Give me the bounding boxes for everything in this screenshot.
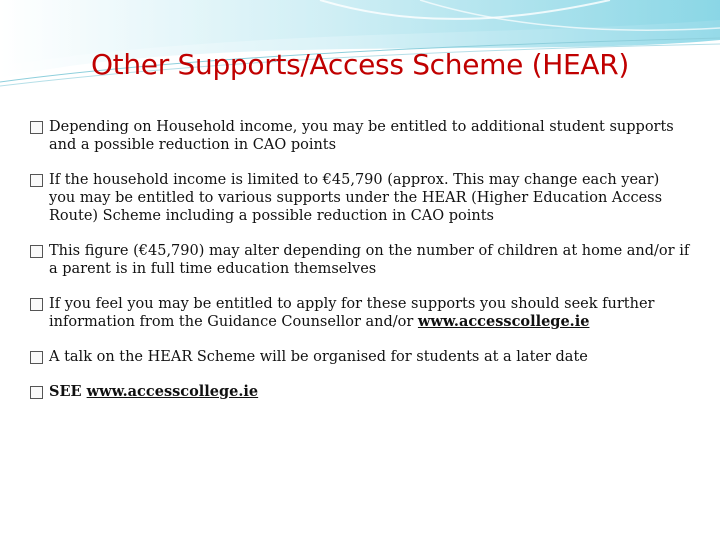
bullet-text: A talk on the HEAR Scheme will be organised for students at a later date [49, 349, 588, 365]
box-bullet-icon [30, 351, 43, 364]
bullet-text: If the household income is limited to €45,790 (approx. This may change each year) you may be entitled to various supports under the HEAR (Higher Education Access Route) Scheme including a possible reduction in CAO points [49, 172, 663, 224]
slide-title: Other Supports/Access Scheme (HEAR) [90, 48, 630, 81]
box-bullet-icon [30, 386, 43, 399]
box-bullet-icon [30, 174, 43, 187]
bullet-item [30, 383, 690, 401]
bullet-item [30, 118, 690, 154]
accesscollege-link[interactable]: www.accesscollege.ie [417, 313, 590, 330]
bullet-item [30, 295, 690, 331]
accesscollege-link[interactable]: www.accesscollege.ie [86, 383, 259, 400]
bullet-list [30, 118, 690, 418]
bullet-item [30, 171, 690, 225]
bullet-text: This figure (€45,790) may alter depending on the number of children at home and/or if a parent is in full time education themselves [49, 243, 690, 277]
box-bullet-icon [30, 121, 43, 134]
bullet-text: Depending on Household income, you may be entitled to additional student supports and a possible reduction in CAO points [49, 119, 674, 153]
see-label: SEE [49, 383, 87, 400]
box-bullet-icon [30, 245, 43, 258]
bullet-text: If you feel you may be entitled to apply for these supports you should seek further information from the Guidance Counsellor and/or [49, 296, 655, 330]
bullet-item [30, 242, 690, 278]
bullet-item [30, 348, 690, 366]
box-bullet-icon [30, 298, 43, 311]
